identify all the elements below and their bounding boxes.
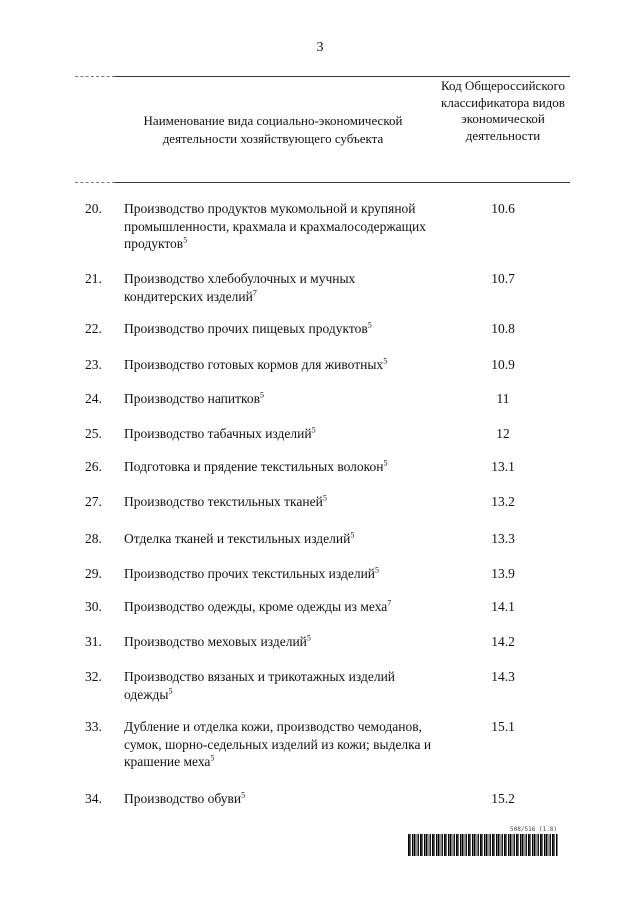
barcode-bar xyxy=(460,834,461,856)
barcode-bar xyxy=(502,834,503,856)
row-number: 20. xyxy=(85,201,102,216)
okved-code: 13.9 xyxy=(491,566,515,581)
barcode-image xyxy=(408,834,558,856)
barcode-bar xyxy=(432,834,434,856)
activity-name xyxy=(124,790,434,808)
barcode-bar xyxy=(549,834,550,856)
barcode-bar xyxy=(462,834,464,856)
barcode-bar xyxy=(477,834,478,856)
barcode-bar xyxy=(448,834,449,856)
okved-code: 14.1 xyxy=(491,599,515,614)
barcode-bar xyxy=(482,834,483,856)
barcode-bar xyxy=(490,834,491,856)
activity-name xyxy=(124,356,434,374)
barcode-bar xyxy=(484,834,485,856)
barcode-bar xyxy=(470,834,471,856)
barcode-bar xyxy=(494,834,495,856)
footnote-marker: 5 xyxy=(210,753,215,763)
barcode-bar xyxy=(501,834,502,856)
activity-name xyxy=(124,493,434,511)
barcode-bar xyxy=(528,834,530,856)
column-header-code: Код Общероссийского классификатора видов экономической деятельности xyxy=(440,78,565,143)
row-number: 33. xyxy=(85,719,102,734)
header-bottom-rule xyxy=(115,182,570,183)
row-number: 26. xyxy=(85,459,102,474)
barcode-bar xyxy=(498,834,500,856)
barcode-bar xyxy=(414,834,416,856)
barcode-bar xyxy=(530,834,531,856)
footnote-marker: 5 xyxy=(375,565,380,575)
barcode-bar xyxy=(486,834,488,856)
activity-name xyxy=(124,458,434,476)
barcode-bar xyxy=(453,834,454,856)
barcode-bar xyxy=(458,834,459,856)
row-number: 27. xyxy=(85,494,102,509)
footnote-marker: 5 xyxy=(322,493,327,503)
barcode-bar xyxy=(520,834,521,856)
header-top-rule xyxy=(75,76,115,77)
barcode-bar xyxy=(417,834,418,856)
row-number: 23. xyxy=(85,357,102,372)
barcode-bar xyxy=(546,834,548,856)
activity-name xyxy=(124,718,434,771)
barcode-bar xyxy=(466,834,467,856)
okved-code: 10.6 xyxy=(491,201,515,216)
barcode-bar xyxy=(504,834,506,856)
barcode-bar xyxy=(474,834,476,856)
barcode-bar xyxy=(420,834,422,856)
barcode-bar xyxy=(538,834,539,856)
header-top-rule xyxy=(115,76,570,77)
barcode-bar xyxy=(480,834,482,856)
barcode-bar xyxy=(552,834,554,856)
row-number: 25. xyxy=(85,426,102,441)
row-number: 21. xyxy=(85,271,102,286)
barcode-bar xyxy=(434,834,435,856)
barcode-bar xyxy=(544,834,545,856)
okved-code: 15.2 xyxy=(491,791,515,806)
row-number: 24. xyxy=(85,391,102,406)
activity-name-text: Производство текстильных тканей xyxy=(124,494,323,509)
barcode-bar xyxy=(436,834,437,856)
barcode-bar xyxy=(516,834,518,856)
activity-name xyxy=(124,530,434,548)
row-number: 32. xyxy=(85,669,102,684)
activity-name-text: Производство продуктов мукомольной и крупяной промышленности, крахмала и крахмалосодержащих продуктов xyxy=(124,201,427,251)
footnote-marker: 5 xyxy=(183,235,188,245)
barcode-bar xyxy=(492,834,494,856)
activity-name xyxy=(124,598,434,616)
barcode-bar xyxy=(522,834,524,856)
barcode-caption: 508/516 (1.8) xyxy=(510,826,557,833)
barcode-bar xyxy=(430,834,431,856)
footnote-marker: 5 xyxy=(311,425,316,435)
barcode-bar xyxy=(508,834,509,856)
barcode-bar xyxy=(537,834,538,856)
barcode-bar xyxy=(442,834,443,856)
footnote-marker: 5 xyxy=(350,530,355,540)
barcode-bar xyxy=(525,834,526,856)
barcode-bar xyxy=(513,834,514,856)
header-bottom-rule xyxy=(75,182,115,183)
activity-name xyxy=(124,668,434,703)
barcode-bar xyxy=(514,834,515,856)
barcode-bar xyxy=(429,834,430,856)
barcode-bar xyxy=(418,834,419,856)
barcode-bar xyxy=(422,834,423,856)
activity-name xyxy=(124,390,434,408)
footnote-marker: 5 xyxy=(383,356,388,366)
row-number: 31. xyxy=(85,634,102,649)
column-header-name: Наименование вида социально-экономической деятельности хозяйствующего субъекта xyxy=(143,113,403,146)
activity-name xyxy=(124,565,434,583)
activity-name-text: Производство меховых изделий xyxy=(124,634,307,649)
row-number: 34. xyxy=(85,791,102,806)
activity-name-text: Производство напитков xyxy=(124,391,261,406)
barcode-bar xyxy=(554,834,555,856)
activity-name xyxy=(124,633,434,651)
barcode-bar xyxy=(472,834,473,856)
activity-name-text: Производство вязаных и трикотажных изделий одежды xyxy=(124,669,396,702)
barcode-bar xyxy=(540,834,542,856)
activity-name xyxy=(124,425,434,443)
row-number: 30. xyxy=(85,599,102,614)
barcode-bar xyxy=(478,834,479,856)
page-number: 3 xyxy=(316,40,324,55)
barcode-bar xyxy=(441,834,442,856)
activity-name-text: Производство прочих пищевых продуктов xyxy=(124,321,368,336)
barcode-bar xyxy=(506,834,507,856)
barcode-bar xyxy=(444,834,446,856)
okved-code: 13.1 xyxy=(491,459,515,474)
okved-code: 13.2 xyxy=(491,494,515,509)
okved-code: 11 xyxy=(496,391,510,406)
activity-name xyxy=(124,320,434,338)
barcode-bar xyxy=(542,834,543,856)
activity-name-text: Производство прочих текстильных изделий xyxy=(124,566,376,581)
barcode-bar xyxy=(410,834,411,856)
okved-code: 10.9 xyxy=(491,357,515,372)
footnote-marker: 5 xyxy=(260,390,265,400)
barcode-bar xyxy=(556,834,557,856)
okved-code: 12 xyxy=(496,426,510,441)
barcode-bar xyxy=(532,834,533,856)
activity-name-text: Производство обуви xyxy=(124,791,242,806)
barcode-bar xyxy=(424,834,425,856)
barcode-bar xyxy=(489,834,490,856)
activity-name-text: Производство одежды, кроме одежды из меха xyxy=(124,599,388,614)
barcode-bar xyxy=(518,834,519,856)
barcode-bar xyxy=(426,834,428,856)
activity-name xyxy=(124,200,434,253)
barcode-bar xyxy=(526,834,527,856)
footnote-marker: 7 xyxy=(387,598,392,608)
okved-code: 14.3 xyxy=(491,669,515,684)
barcode-bar xyxy=(408,834,410,856)
activity-name-text: Производство табачных изделий xyxy=(124,426,312,441)
barcode-bar xyxy=(550,834,551,856)
barcode-bar xyxy=(454,834,455,856)
barcode-bar xyxy=(496,834,497,856)
activity-name-text: Производство готовых кормов для животных xyxy=(124,357,384,372)
okved-code: 13.3 xyxy=(491,531,515,546)
row-number: 22. xyxy=(85,321,102,336)
activity-name-text: Подготовка и прядение текстильных волокон xyxy=(124,459,384,474)
row-number: 29. xyxy=(85,566,102,581)
activity-name xyxy=(124,270,434,305)
barcode-bar xyxy=(412,834,413,856)
okved-code: 10.8 xyxy=(491,321,515,336)
activity-name-text: Отделка тканей и текстильных изделий xyxy=(124,531,351,546)
activity-name-text: Производство хлебобулочных и мучных кондитерских изделий xyxy=(124,271,356,304)
footnote-marker: 7 xyxy=(252,288,257,297)
barcode-bar xyxy=(510,834,512,856)
row-number: 28. xyxy=(85,531,102,546)
okved-code: 10.7 xyxy=(491,271,515,286)
footnote-marker: 5 xyxy=(383,458,388,468)
barcode-bar xyxy=(438,834,440,856)
footnote-marker: 5 xyxy=(306,633,311,643)
barcode-bar xyxy=(468,834,470,856)
okved-code: 15.1 xyxy=(491,719,515,734)
barcode-bar xyxy=(534,834,536,856)
barcode-bar xyxy=(446,834,447,856)
footnote-marker: 5 xyxy=(241,790,246,800)
activity-name-text: Дубление и отделка кожи, производство чемоданов, сумок, шорно-седельных изделий из кожи; выделка и крашение меха xyxy=(124,719,432,769)
barcode-bar xyxy=(465,834,466,856)
barcode-bar xyxy=(450,834,452,856)
footnote-marker: 5 xyxy=(168,686,173,695)
footnote-marker: 5 xyxy=(367,320,372,330)
barcode-bar xyxy=(456,834,458,856)
okved-code: 14.2 xyxy=(491,634,515,649)
